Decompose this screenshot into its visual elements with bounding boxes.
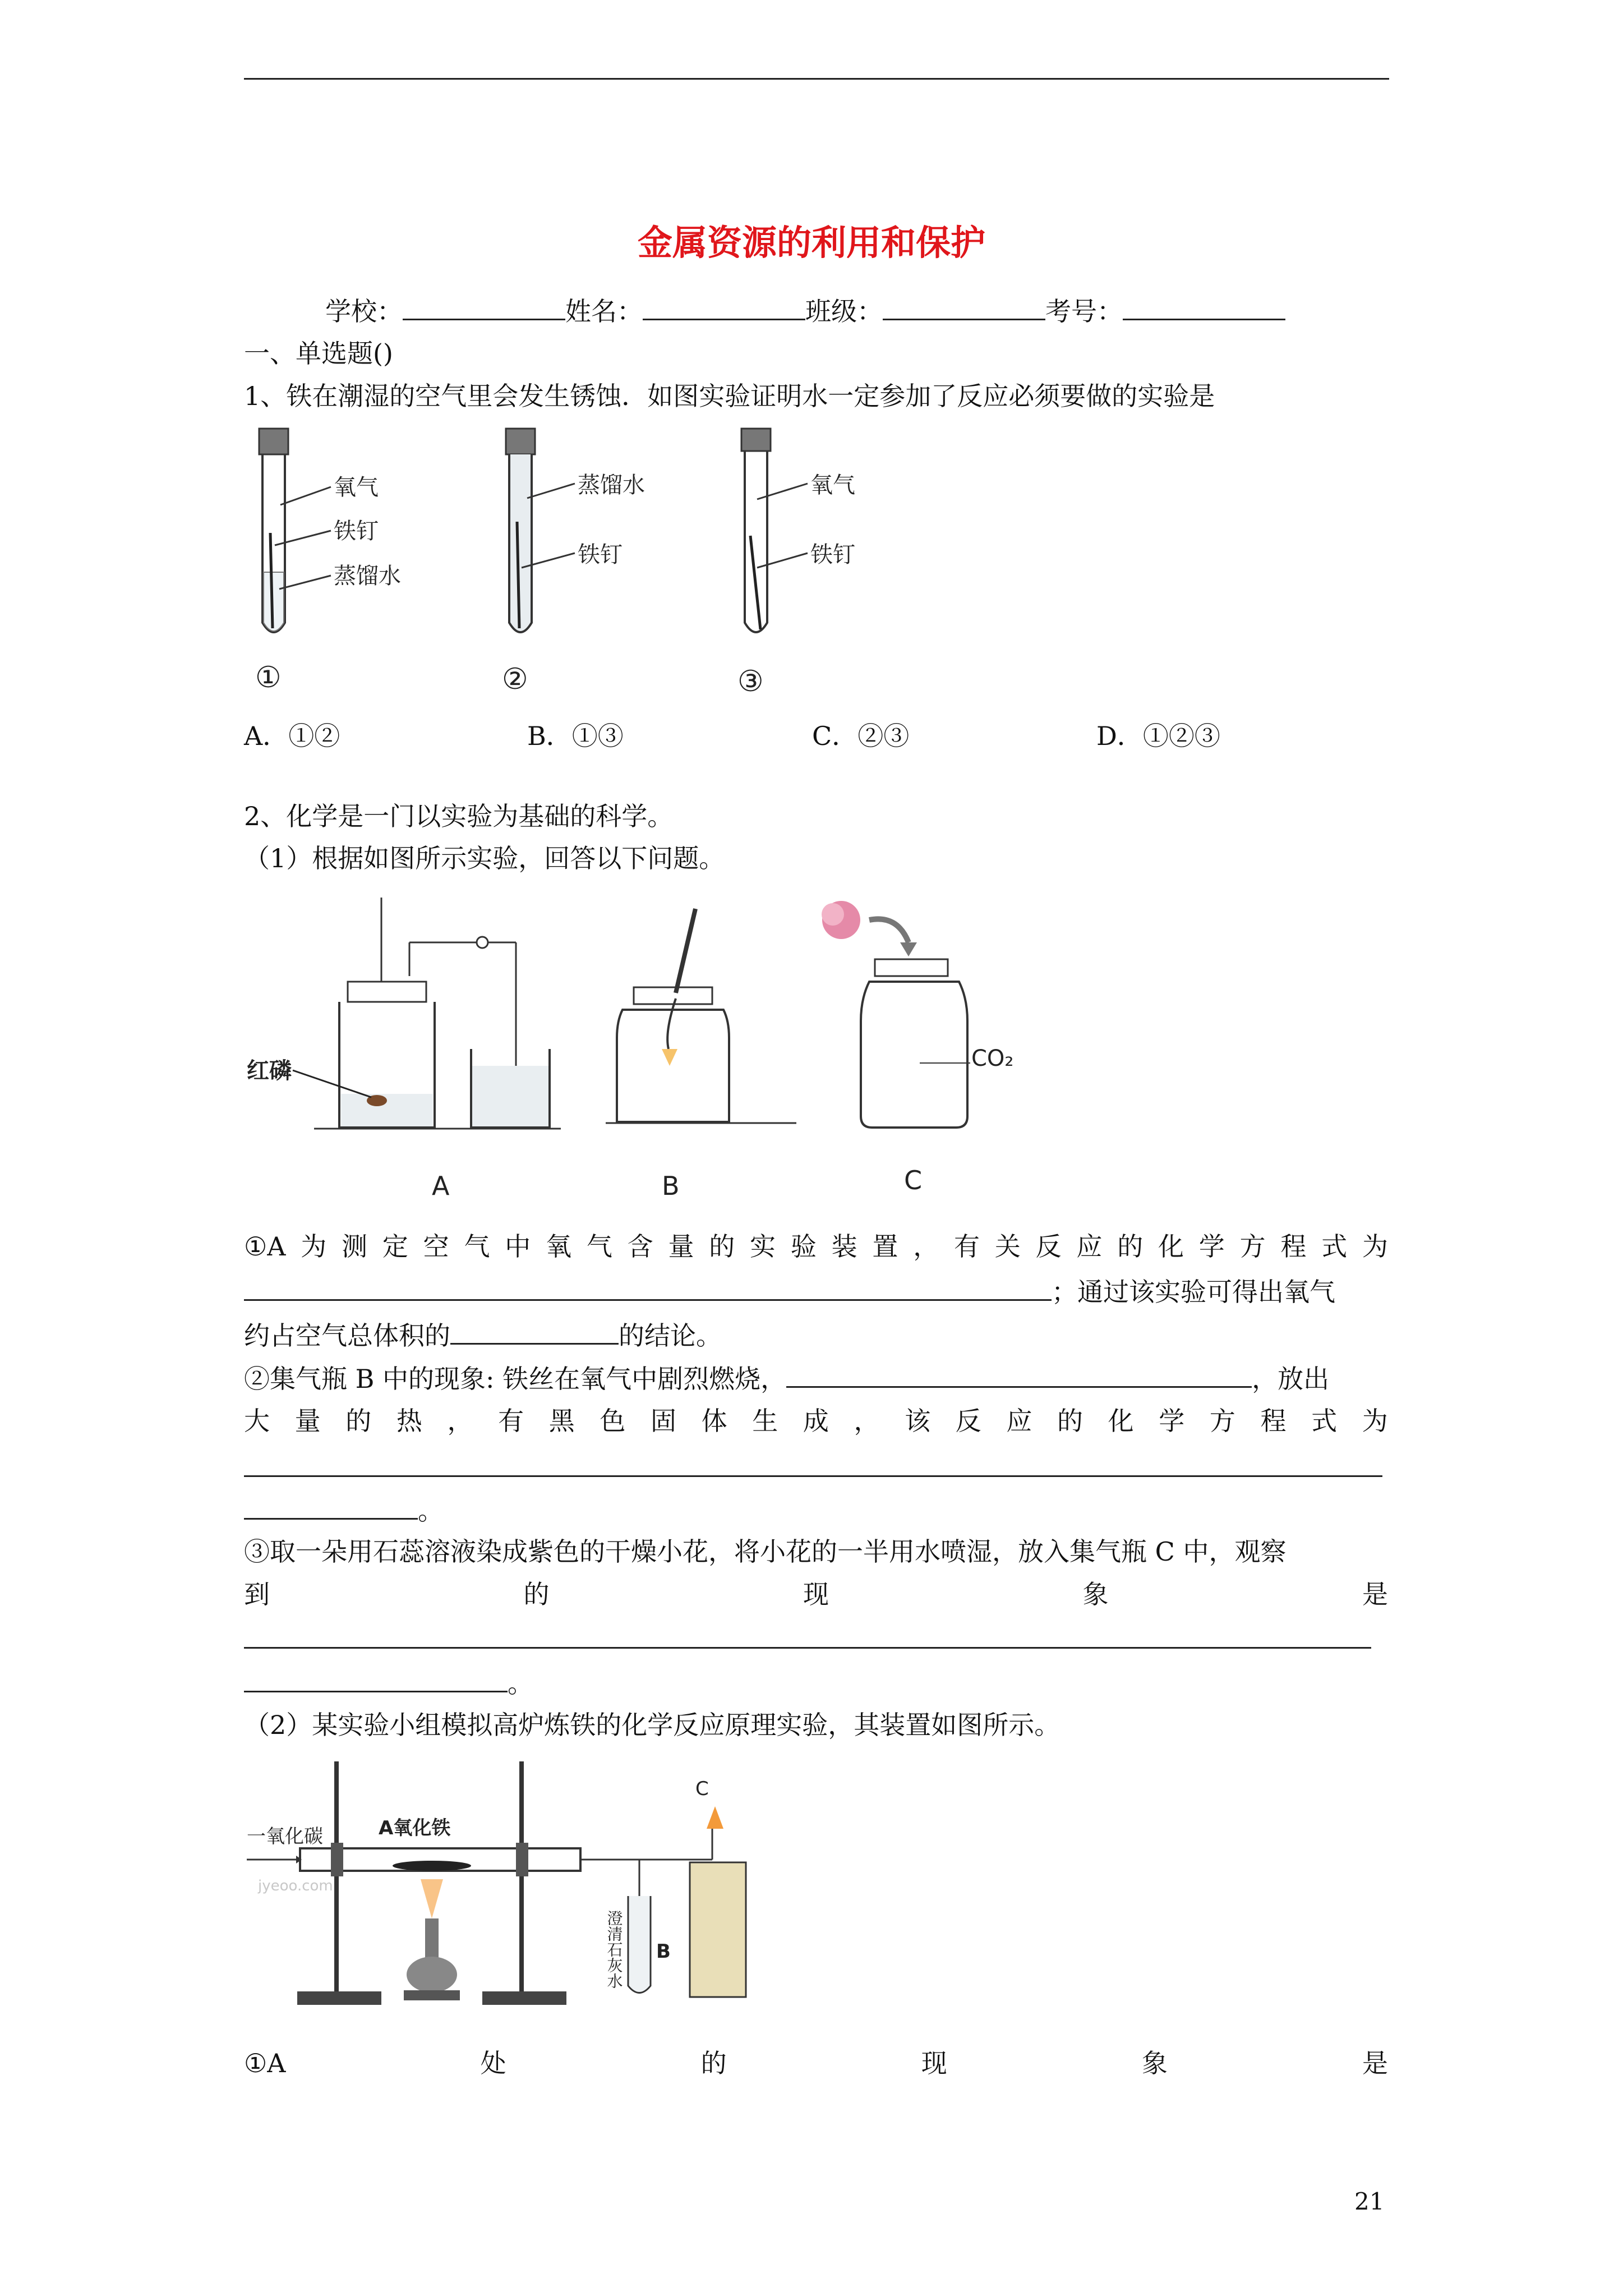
equation-blank-1[interactable] xyxy=(244,1273,1052,1301)
tube-3-label-nail: 铁钉 xyxy=(810,542,855,568)
s4-line: ①A 处 的 现 象 是 xyxy=(244,2048,1388,2078)
s1-line2: ；通过该实验可得出氧气 xyxy=(244,1273,1335,1309)
iron-oxide xyxy=(393,1861,471,1871)
name-field[interactable] xyxy=(643,293,805,320)
apparatus-a xyxy=(247,898,561,1201)
info-line xyxy=(325,293,1285,328)
iron-oxide-label: A氧化铁 xyxy=(379,1817,451,1839)
stand-right xyxy=(482,1761,566,2005)
phenomenon-blank[interactable] xyxy=(786,1360,1252,1388)
apparatus-c-label: C xyxy=(904,1165,923,1195)
q2-part1: （1）根据如图所示实验，回答以下问题。 xyxy=(244,843,725,873)
exam-no-label: 考号： xyxy=(1045,296,1123,326)
q1-stem: 1、铁在潮湿的空气里会发生锈蚀．如图实验证明水一定参加了反应必须要做的实验是 xyxy=(244,381,1215,411)
co2-label: CO₂ xyxy=(971,1046,1014,1071)
tube-2-number: ② xyxy=(502,662,528,696)
tube-2-label-nail: 铁钉 xyxy=(578,542,623,568)
s3-line1: ③取一朵用石蕊溶液染成紫色的干燥小花，将小花的一半用水喷湿，放入集气瓶 C 中，观察 xyxy=(244,1536,1287,1567)
s2-line2: 大 量 的 热 ， 有 黑 色 固 体 生 成 ， 该 反 应 的 化 学 方 程 式 为 xyxy=(244,1406,1388,1436)
tube-1-label-oxygen: 氧气 xyxy=(334,475,379,500)
apparatus-c xyxy=(822,901,1013,1195)
class-field[interactable] xyxy=(883,293,1045,320)
s3-end-line: 。 xyxy=(244,1665,533,1700)
q1-option-a[interactable]: A．①② xyxy=(244,721,340,751)
test-tube-b xyxy=(605,1896,671,1993)
oxygen-fraction-blank[interactable] xyxy=(450,1317,619,1345)
s1-line3: 约占空气总体积的 的结论。 xyxy=(244,1317,722,1352)
observation-blank[interactable] xyxy=(244,1647,1371,1649)
apparatus-b xyxy=(606,909,796,1201)
s1-line1: ①A 为 测 定 空 气 中 氧 气 含 量 的 实 验 装 置 ， 有 关 反 应 的 化 学 方 程 式 为 xyxy=(244,1231,1388,1262)
burner-c-label: C xyxy=(695,1778,709,1800)
alcohol-burner-c xyxy=(690,1778,746,1997)
name-label: 姓名： xyxy=(565,296,643,326)
red-phosphorus-label: 红磷 xyxy=(247,1058,292,1084)
page-number: 21 xyxy=(1354,2188,1385,2215)
q1-test-tubes-figure xyxy=(236,421,796,712)
apparatus-b-label: B xyxy=(662,1171,680,1201)
limewater-label: 澄清石灰水 xyxy=(605,1910,624,1989)
tube-2-label-water: 蒸馏水 xyxy=(578,472,645,498)
equation-blank-2[interactable] xyxy=(244,1475,1382,1477)
s2-end-line: 。 xyxy=(244,1492,444,1527)
school-field[interactable] xyxy=(403,293,565,320)
q1-option-b[interactable]: B．①③ xyxy=(527,721,624,751)
q2-stem: 2、化学是一门以实验为基础的科学。 xyxy=(244,801,674,831)
equation-blank-2b[interactable] xyxy=(244,1492,418,1520)
exam-no-field[interactable] xyxy=(1123,293,1285,320)
tube-3-label-oxygen: 氧气 xyxy=(810,472,855,498)
observation-blank-b[interactable] xyxy=(244,1665,508,1692)
q2-part2: （2）某实验小组模拟高炉炼铁的化学反应原理实验，其装置如图所示。 xyxy=(244,1710,1061,1740)
tube-1-number: ① xyxy=(255,661,282,694)
q1-option-c[interactable]: C．②③ xyxy=(812,721,910,751)
tube-1 xyxy=(255,429,401,694)
blast-furnace-figure xyxy=(247,1750,813,2031)
tube-2 xyxy=(502,429,645,696)
alcohol-burner-a xyxy=(404,1879,460,2000)
s3-line2: 到 的 现 象 是 xyxy=(244,1579,1388,1609)
tube-3-number: ③ xyxy=(737,665,764,698)
tube-3-labels xyxy=(746,443,914,589)
tube-1-label-nail: 铁钉 xyxy=(334,518,379,544)
q1-option-d[interactable]: D．①②③ xyxy=(1096,721,1220,751)
q2-experiment-figure xyxy=(247,898,1088,1212)
school-label: 学校： xyxy=(325,296,403,326)
class-label: 班级： xyxy=(805,296,883,326)
tube-1-label-water: 蒸馏水 xyxy=(334,563,401,589)
page-title: 金属资源的利用和保护 xyxy=(637,222,985,263)
s2-line1: ②集气瓶 B 中的现象: 铁丝在氧气中剧烈燃烧， ，放出 xyxy=(244,1360,1329,1396)
header-rule xyxy=(244,78,1389,80)
watermark: jyeoo.com xyxy=(258,1878,333,1894)
apparatus-a-label: A xyxy=(432,1171,450,1201)
section-heading: 一、单选题() xyxy=(244,338,393,369)
carbon-monoxide-label: 一氧化碳 xyxy=(247,1825,323,1848)
tube-b-label: B xyxy=(656,1940,671,1963)
